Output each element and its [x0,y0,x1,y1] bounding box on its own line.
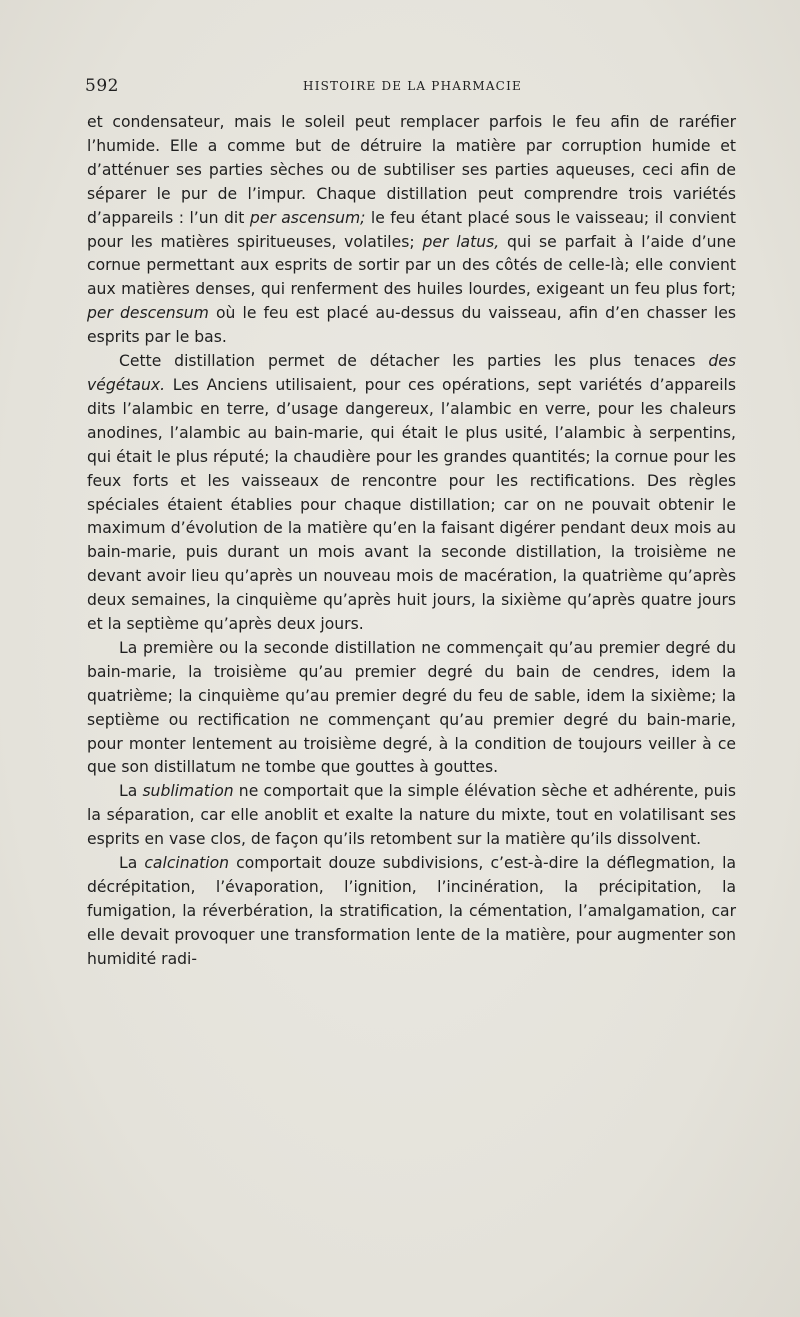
paragraph-5: La calcination comportait douze subdivisions, c’est-à-dire la déflegmation, la décrépitation, l’évaporation, l’ignition, l’incinération, la précipitation, la fumigation, la réverbération, la stratification, la cémentation, l’amalgamation, car elle devait provoquer une transformation lente de la matière, pour augmenter son humidité radi- [87,854,737,968]
paragraph-1: et condensateur, mais le soleil peut remplacer parfois le feu afin de raréfier l’humide. Elle a comme but de détruire la matière par corruption humide et d’atténuer ses parties sèches ou de subtiliser ses parties aqueuses, ceci afin de séparer le pur de l’impur. Chaque distillation peut comprendre trois variétés d’appareils : l’un dit per ascensum; le feu étant placé sous le vaisseau; il convient pour les matières spiritueuses, volatiles; per latus, qui se parfait à l’aide d’une cornue permettant aux esprits de sortir par un des côtés de celle-là; elle convient aux matières denses, qui renferment des huiles lourdes, exigeant un feu plus fort; per descensum où le feu est placé au-dessus du vaisseau, afin d’en chasser les esprits par le bas. [87,113,736,347]
running-title: HISTOIRE DE LA PHARMACIE [303,79,522,93]
paragraph-3: La première ou la seconde distillation ne commençait qu’au premier degré du bain-marie, la troisième qu’au premier degré du bain de cendres, idem la quatrième; la cinquième qu’au premier degré du feu de sable, idem la sixième; la septième ou rectification ne commençant qu’au premier degré du bain-marie, pour monter lentement au troisième degré, à la condition de toujours veiller à ce que son distillatum ne tombe que gouttes à gouttes. [87,638,736,777]
body-text [87,111,736,972]
paragraph-4: La sublimation ne comportait que la simple élévation sèche et adhérente, puis la séparation, car elle anoblit et exalte la nature du mixte, tout en volatilisant ses esprits en vase clos, de façon qu’ils retombent sur la matière qu’ils dissolvent. [87,782,736,849]
paragraph-2: Cette distillation permet de détacher les parties les plus tenaces des végétaux. Les Anciens utilisaient, pour ces opérations, sept variétés d’appareils dits l’alambic en terre, d’usage dangereux, l’alambic en verre, pour les chaleurs anodines, l’alambic au bain-marie, qui était le plus usité, l’alambic à serpentins, qui était le plus réputé; la chaudière pour les grandes quantités; la cornue pour les feux forts et les vaisseaux de rencontre pour les rectifications. Des règles spéciales étaient établies pour chaque distillation; car on ne pouvait obtenir le maximum d’évolution de la matière qu’en la faisant digérer pendant deux mois au bain-marie, puis durant un mois avant la seconde distillation, la troisième ne devant avoir lieu qu’après un nouveau mois de macération, la quatrième qu’après deux semaines, la cinquième qu’après huit jours, la sixième qu’après quatre jours et la septième qu’après deux jours. [87,352,736,634]
page-number: 592 [85,76,119,96]
page-header [85,76,710,98]
